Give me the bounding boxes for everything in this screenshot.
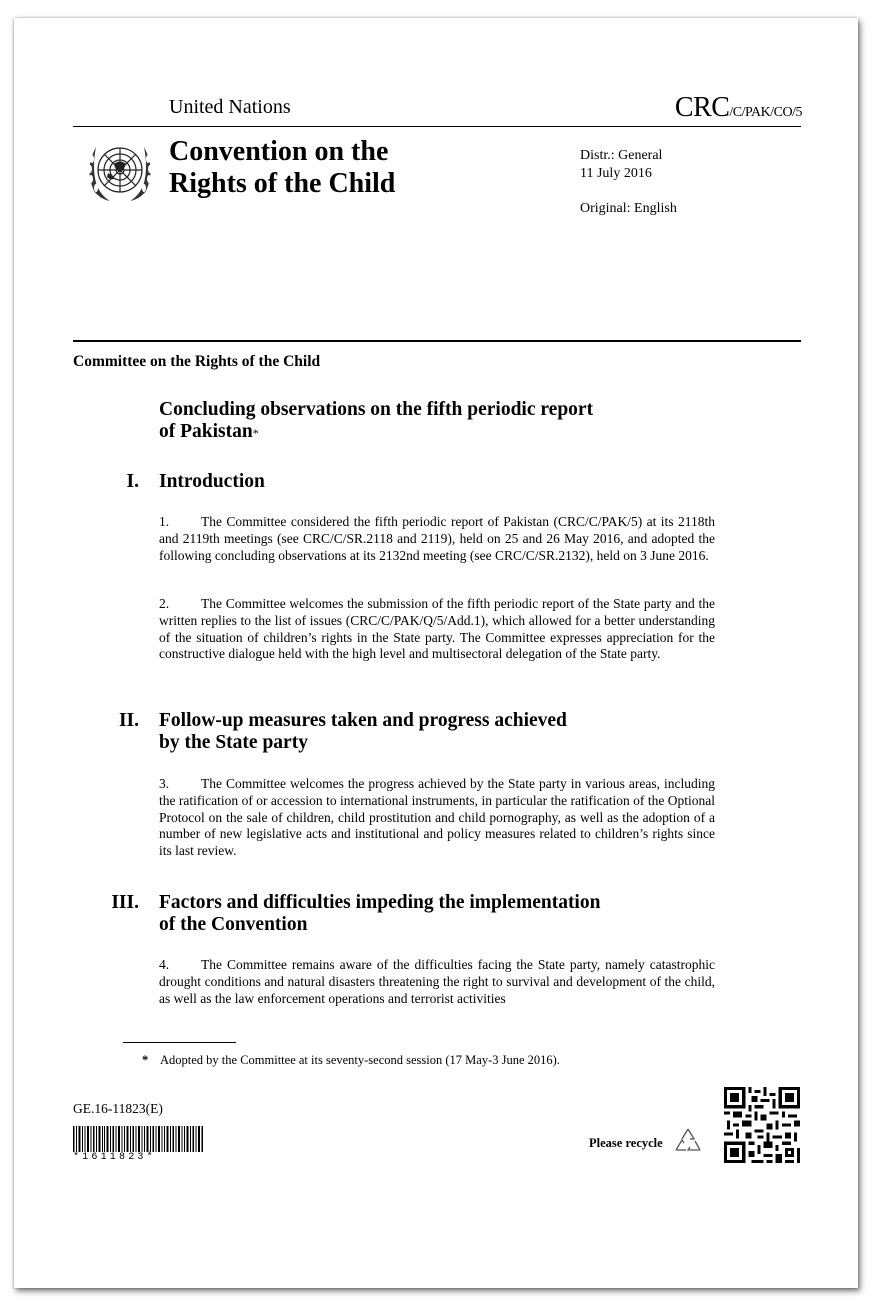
paragraph-text: The Committee considered the fifth periodic report of Pakistan (CRC/C/PAK/5) at its 2118th and 2119th meetings (see CRC/C/SR.2118 and 2119), held on 25 and 26 May 2016, and adopted the following concluding observations at its 2132nd meeting (see CRC/C/SR.2132), held on 3 June 2016. (159, 514, 715, 563)
recycle-icon (673, 1126, 703, 1156)
distribution: Distr.: General (580, 148, 663, 163)
issue-date: 11 July 2016 (580, 166, 652, 181)
paragraph-text: The Committee remains aware of the difficulties facing the State party, namely catastrophic drought conditions and natural disasters threatening the right to survival and development of the child, as well as the law enforcement operations and terrorist activities (159, 957, 715, 1006)
paragraph (159, 514, 715, 564)
symbol-sub: /C/PAK/CO/5 (729, 105, 802, 120)
convention-title-line1: Convention on the (169, 136, 389, 167)
header-rule (73, 126, 801, 127)
paragraph-number: 3. (159, 776, 170, 791)
convention-title (169, 136, 395, 200)
paragraph-number: 4. (159, 957, 170, 972)
section-title-line1: Follow-up measures taken and progress achieved (159, 710, 567, 731)
footnote (142, 1053, 560, 1068)
paragraph (159, 776, 715, 860)
section-title-line2: of the Convention (159, 914, 308, 935)
paragraph (159, 957, 715, 1007)
footnote-mark: * (142, 1053, 149, 1067)
recycle-label: Please recycle (589, 1136, 663, 1150)
paragraph-number: 1. (159, 514, 170, 529)
barcode-number: *1611823* (73, 1152, 156, 1163)
title-rule (73, 340, 801, 342)
barcode-icon (73, 1126, 203, 1152)
paragraph-number: 2. (159, 596, 170, 611)
original-language: Original: English (580, 201, 677, 216)
symbol-main: CRC (674, 92, 730, 123)
section-title-line2: by the State party (159, 732, 308, 753)
section-title: Introduction (159, 471, 265, 492)
section-number: II. (118, 710, 139, 731)
document-title-line1: Concluding observations on the fifth periodic report (159, 399, 594, 420)
org-name: United Nations (169, 96, 291, 118)
qr-code-icon (724, 1087, 800, 1163)
section-number: I. (126, 471, 139, 492)
paragraph-text: The Committee welcomes the submission of the fifth periodic report of the State party and the written replies to the list of issues (CRC/C/PAK/Q/5/Add.1), which allowed for a better understanding of the situation of children’s rights in the State party. The Committee expresses appreciation for the constructive dialogue held with the high level and multisectoral delegation of the State party. (159, 596, 715, 662)
distribution-block (580, 147, 662, 183)
ge-number: GE.16-11823(E) (73, 1101, 163, 1116)
section-title-line1: Factors and difficulties impeding the implementation (159, 892, 601, 913)
document-page (14, 18, 858, 1288)
committee-name: Committee on the Rights of the Child (73, 353, 321, 370)
footnote-rule (123, 1042, 236, 1043)
document-title (159, 399, 593, 444)
paragraph (159, 596, 715, 663)
document-symbol (675, 92, 802, 124)
section-title (159, 892, 600, 936)
section-title (159, 710, 567, 754)
un-emblem-icon (78, 137, 162, 207)
section-number: III. (111, 892, 139, 913)
paragraph-text: The Committee welcomes the progress achieved by the State party in various areas, including the ratification of or accession to international instruments, in particular the ratification of the Optional Protocol on the sale of children, child prostitution and child pornography, as well as the adoption of a number of new legislative acts and institutional and policy measures related to children’s rights since its last review. (159, 776, 715, 859)
document-title-line2: of Pakistan (159, 421, 253, 442)
title-footnote-mark: * (252, 426, 259, 440)
footnote-text: Adopted by the Committee at its seventy-second session (17 May-3 June 2016). (160, 1053, 560, 1067)
convention-title-line2: Rights of the Child (169, 168, 396, 199)
